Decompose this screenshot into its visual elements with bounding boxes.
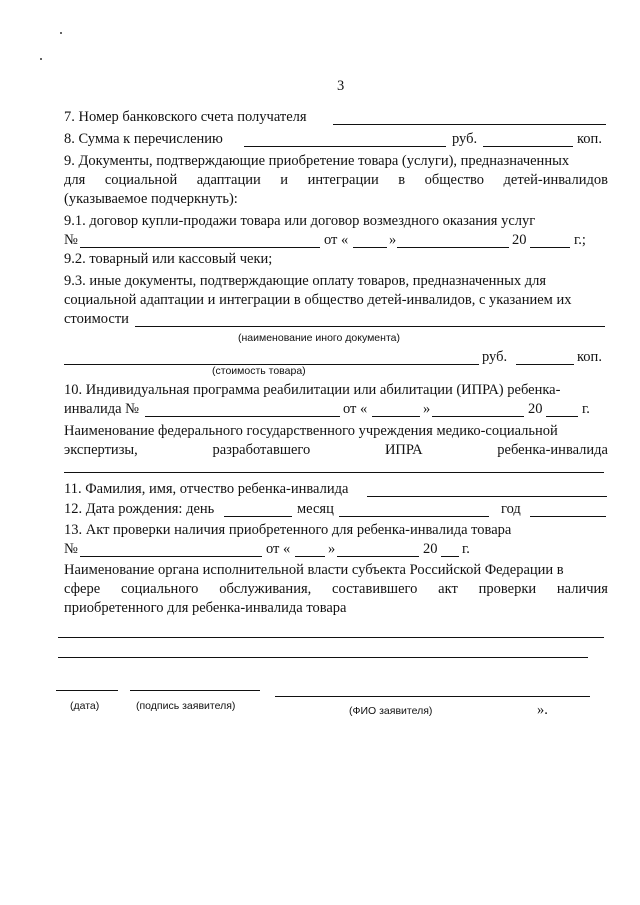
scan-speck	[60, 32, 62, 34]
year-suffix: г.;	[574, 232, 586, 248]
ipra-date-close: »	[423, 401, 431, 417]
item-9-line-3: (указываемое подчеркнуть):	[64, 191, 238, 207]
caption-document-name: (наименование иного документа)	[238, 332, 400, 344]
federal-institution-line-2: экспертизы, разработавшего ИПРА ребенка-инвалида	[64, 442, 608, 458]
item-8-label: 8. Сумма к перечислению	[64, 131, 223, 147]
signature-field[interactable]	[130, 690, 260, 691]
item-9-line-1: 9. Документы, подтверждающие приобретение товара (услуги), предназначенных	[64, 153, 570, 169]
item-13-label: 13. Акт проверки наличия приобретенного для ребенка-инвалида товара	[64, 522, 512, 538]
kop-label: коп.	[577, 131, 602, 147]
contract-year-field[interactable]	[530, 247, 570, 248]
contract-day-field[interactable]	[353, 247, 387, 248]
act-number-field[interactable]	[80, 556, 262, 557]
birth-year-label: год	[501, 501, 521, 517]
ipra-number-field[interactable]	[145, 416, 340, 417]
number-sign: №	[64, 232, 78, 248]
cost-kop-label: коп.	[577, 349, 602, 365]
item-7-label: 7. Номер банковского счета получателя	[64, 109, 307, 125]
amount-kop-field[interactable]	[483, 146, 573, 147]
page-number: 3	[337, 78, 345, 94]
item-9-line-2: для социальной адаптации и интеграции в общество детей-инвалидов	[64, 172, 608, 188]
act-year-suffix: г.	[462, 541, 470, 557]
amount-rub-field[interactable]	[244, 146, 446, 147]
contract-number-field[interactable]	[80, 247, 320, 248]
ipra-date-open: от «	[343, 401, 368, 417]
cost-kop-field[interactable]	[516, 364, 574, 365]
act-month-field[interactable]	[337, 556, 419, 557]
act-day-field[interactable]	[295, 556, 325, 557]
scan-speck	[40, 58, 42, 60]
act-date-close: »	[328, 541, 336, 557]
item-10-line-2: инвалида №	[64, 401, 140, 417]
act-date-open: от «	[266, 541, 291, 557]
account-number-field[interactable]	[333, 124, 606, 125]
item-9-2-label: 9.2. товарный или кассовый чеки;	[64, 251, 273, 267]
date-from-open: от «	[324, 232, 349, 248]
authority-line-3: приобретенного для ребенка-инвалида товара	[64, 600, 347, 616]
birth-month-label: месяц	[297, 501, 334, 517]
caption-signature: (подпись заявителя)	[136, 700, 236, 712]
contract-month-field[interactable]	[397, 247, 509, 248]
federal-institution-line-1: Наименование федерального государственного учреждения медико-социальной	[64, 423, 558, 439]
birth-year-field[interactable]	[530, 516, 606, 517]
child-fullname-field[interactable]	[367, 496, 607, 497]
cost-rub-label: руб.	[482, 349, 508, 365]
ipra-year-suffix: г.	[582, 401, 590, 417]
date-from-close: »	[389, 232, 397, 248]
item-11-label: 11. Фамилия, имя, отчество ребенка-инвалида	[64, 481, 349, 497]
item-9-3-line-2: социальной адаптации и интеграции в общество детей-инвалидов, с указанием их	[64, 292, 572, 308]
birth-month-field[interactable]	[339, 516, 489, 517]
authority-field-line-2[interactable]	[58, 657, 588, 658]
caption-date: (дата)	[70, 700, 100, 712]
item-10-line-1: 10. Индивидуальная программа реабилитации или абилитации (ИПРА) ребенка-	[64, 382, 561, 398]
caption-cost: (стоимость товара)	[212, 365, 306, 377]
act-year-field[interactable]	[441, 556, 459, 557]
item-9-1-label: 9.1. договор купли-продажи товара или договор возмездного оказания услуг	[64, 213, 536, 229]
year-prefix: 20	[512, 232, 527, 248]
item-9-3-line-1: 9.3. иные документы, подтверждающие оплату товаров, предназначенных для	[64, 273, 547, 289]
ipra-year-field[interactable]	[546, 416, 578, 417]
ipra-day-field[interactable]	[372, 416, 420, 417]
act-year-prefix: 20	[423, 541, 438, 557]
ipra-year-prefix: 20	[528, 401, 543, 417]
authority-field-line-1[interactable]	[58, 637, 604, 638]
federal-institution-field[interactable]	[64, 472, 604, 473]
item-12-label: 12. Дата рождения: день	[64, 501, 215, 517]
authority-line-2: сфере социального обслуживания, составившего акт проверки наличия	[64, 581, 608, 597]
item-9-3-line-3: стоимости	[64, 311, 129, 327]
other-document-name-field[interactable]	[135, 326, 605, 327]
act-number-sign: №	[64, 541, 78, 557]
closing-quote: ».	[537, 702, 548, 718]
date-field[interactable]	[56, 690, 118, 691]
rub-label: руб.	[452, 131, 478, 147]
authority-line-1: Наименование органа исполнительной власти субъекта Российской Федерации в	[64, 562, 564, 578]
fio-field[interactable]	[275, 696, 590, 697]
ipra-month-field[interactable]	[432, 416, 524, 417]
caption-fio: (ФИО заявителя)	[349, 705, 433, 717]
birth-day-field[interactable]	[224, 516, 292, 517]
